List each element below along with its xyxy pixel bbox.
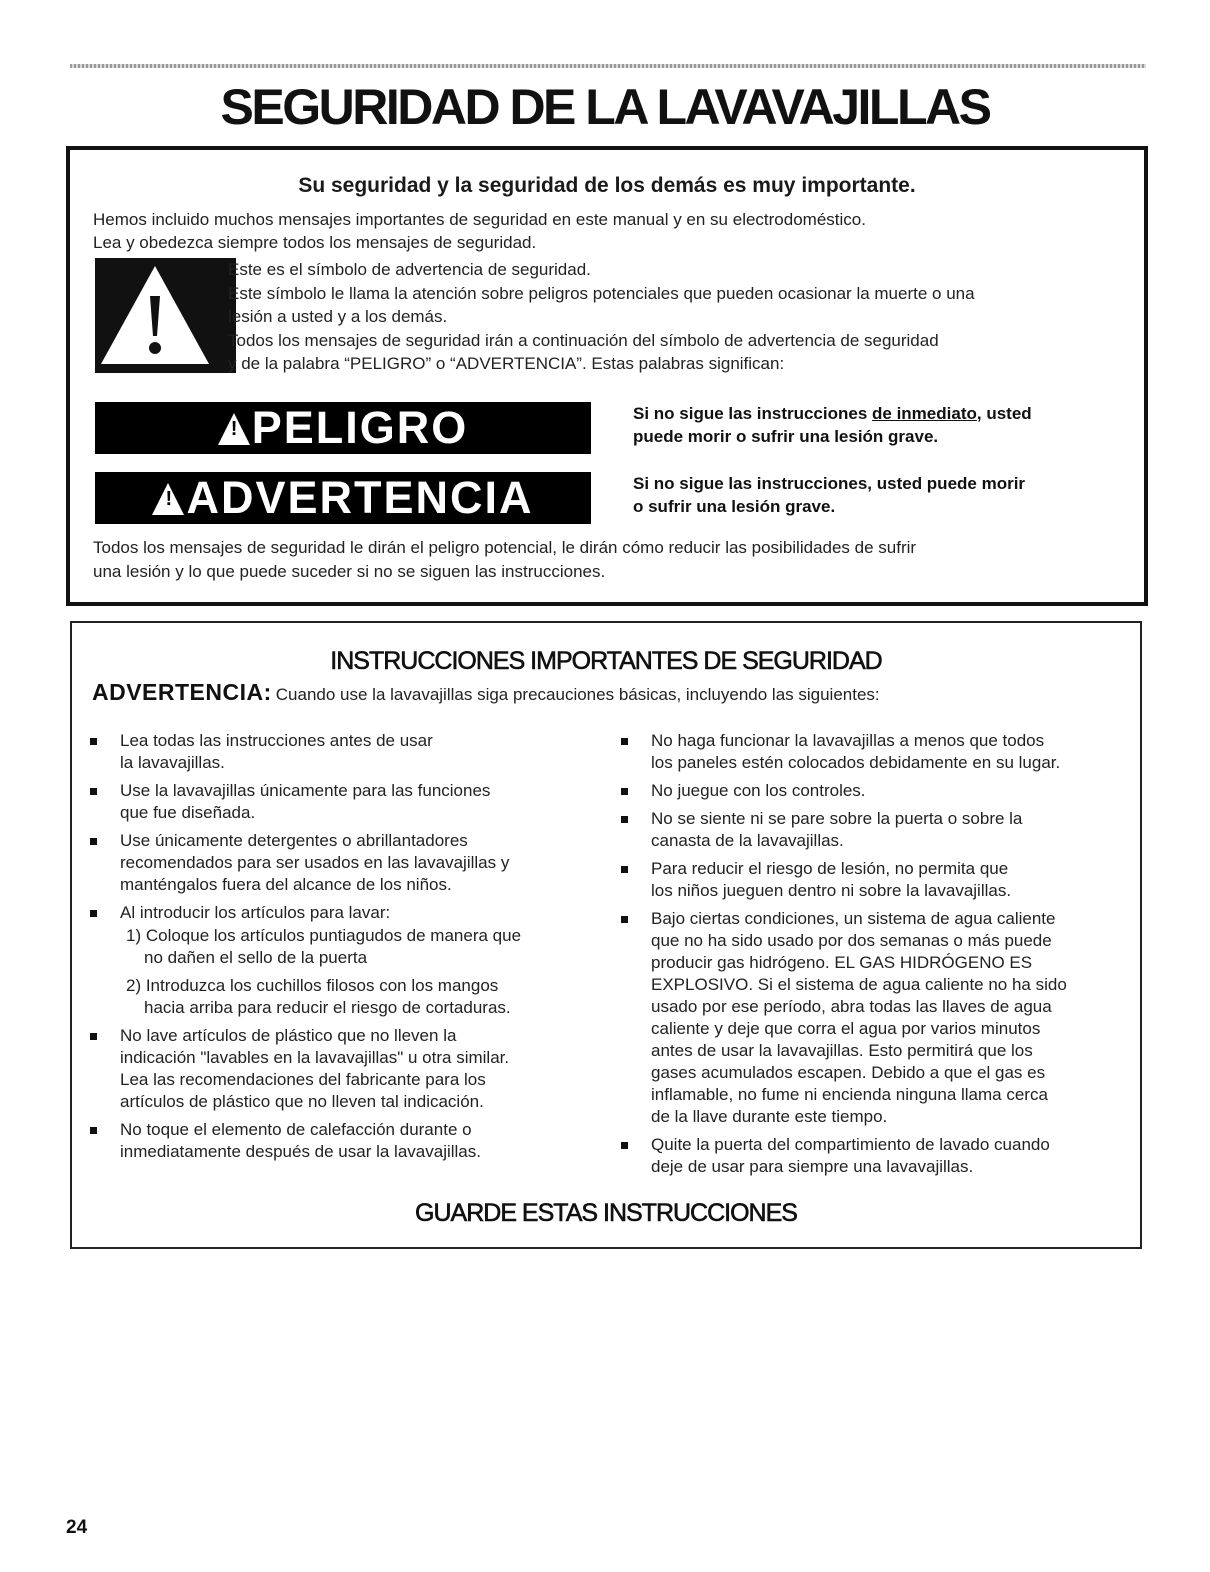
list-item-line: recomendados para ser usados en las lavavajillas y [120, 853, 510, 872]
list-item-line: usado por ese período, abra todas las llaves de agua [651, 997, 1052, 1016]
bullet-icon [621, 916, 628, 923]
list-item-line: Use únicamente detergentes o abrillantadores [120, 831, 468, 850]
closing-line: Todos los mensajes de seguridad le dirán el peligro potencial, le dirán cómo reducir las posibilidades de sufrir [93, 538, 917, 557]
sub-item-line: 2) Introduzca los cuchillos filosos con los mangos [126, 976, 499, 995]
list-item [621, 730, 1131, 774]
list-item-line: producir gas hidrógeno. EL GAS HIDRÓGENO ES [651, 953, 1033, 972]
list-item-line: que fue diseñada. [120, 803, 256, 822]
list-item [621, 908, 1131, 1128]
list-item-line: artículos de plástico que no lleven tal indicación. [120, 1092, 484, 1111]
list-item [90, 730, 580, 774]
advertencia-description [633, 472, 1133, 518]
instructions-heading: INSTRUCCIONES IMPORTANTES DE SEGURIDAD [330, 647, 882, 675]
list-item-line: No haga funcionar la lavavajillas a menos que todos [651, 731, 1045, 750]
warning-line [92, 679, 880, 706]
sub-item-line: no dañen el sello de la puerta [144, 948, 368, 967]
list-item-line: inflamable, no fume ni encienda ninguna llama cerca [651, 1085, 1048, 1104]
desc-text: Si no sigue las instrucciones, usted puede morir [633, 474, 1026, 493]
list-item-line: No lave artículos de plástico que no lleven la [120, 1026, 457, 1045]
desc-underlined: de inmediato [872, 404, 977, 423]
list-item [90, 1119, 580, 1163]
list-item-line: inmediatamente después de usar la lavavajillas. [120, 1142, 481, 1161]
bullet-icon [621, 1142, 628, 1149]
desc-text: o sufrir una lesión grave. [633, 497, 836, 516]
bullet-icon [621, 866, 628, 873]
list-item-line: indicación "lavables en la lavavajillas" u otra similar. [120, 1048, 510, 1067]
bullet-icon [90, 1033, 97, 1040]
sub-item [120, 975, 580, 1019]
warning-text: Cuando use la lavavajillas siga precauciones básicas, incluyendo las siguientes: [275, 685, 880, 704]
list-item-line: los niños jueguen dentro ni sobre la lavavajillas. [651, 881, 1012, 900]
list-item-line: antes de usar la lavavajillas. Esto permitirá que los [651, 1041, 1033, 1060]
list-item [621, 1134, 1131, 1178]
list-item-line: caliente y deje que corra el agua por varios minutos [651, 1019, 1041, 1038]
bullet-icon [621, 738, 628, 745]
list-item-line: deje de usar para siempre una lavavajillas. [651, 1157, 974, 1176]
list-item-line: No se siente ni se pare sobre la puerta o sobre la [651, 809, 1023, 828]
intro-line: Lea y obedezca siempre todos los mensajes de seguridad. [93, 233, 537, 252]
intro-line: Hemos incluido muchos mensajes importantes de seguridad en este manual y en su electrodoméstico. [93, 210, 866, 229]
warning-triangle-icon [152, 483, 184, 515]
top-rule [70, 64, 1146, 68]
bullet-icon [90, 738, 97, 745]
list-item [90, 1025, 580, 1113]
list-item [621, 780, 1131, 802]
list-item-line: No juegue con los controles. [651, 781, 866, 800]
list-item-line: que no ha sido usado por dos semanas o más puede [651, 931, 1052, 950]
desc-text: puede morir o sufrir una lesión grave. [633, 427, 939, 446]
list-item-line: Quite la puerta del compartimiento de lavado cuando [651, 1135, 1050, 1154]
list-item-line: No toque el elemento de calefacción durante o [120, 1120, 472, 1139]
list-item-line: Lea las recomendaciones del fabricante para los [120, 1070, 486, 1089]
page-title: SEGURIDAD DE LA LAVAVAJILLAS [220, 79, 990, 135]
list-item-line: Para reducir el riesgo de lesión, no permita que [651, 859, 1009, 878]
peligro-signal-panel [95, 402, 591, 454]
right-instruction-list [621, 730, 1131, 1184]
save-instructions-footer: GUARDE ESTAS INSTRUCCIONES [415, 1199, 797, 1227]
safety-message-box [66, 146, 1148, 606]
safety-subheading: Su seguridad y la seguridad de los demás es muy importante. [298, 174, 916, 197]
symbol-line: Todos los mensajes de seguridad irán a continuación del símbolo de advertencia de seguridad [228, 330, 939, 350]
list-item-line: Al introducir los artículos para lavar: [120, 903, 391, 922]
desc-text: Si no sigue las instrucciones [633, 404, 873, 423]
list-item-line: los paneles estén colocados debidamente en su lugar. [651, 753, 1061, 772]
list-item-line: Use la lavavajillas únicamente para las funciones [120, 781, 491, 800]
sub-item-line: hacia arriba para reducir el riesgo de cortaduras. [144, 998, 511, 1017]
list-item-line: canasta de la lavavajillas. [651, 831, 844, 850]
safety-alert-symbol-icon [95, 258, 236, 373]
important-instructions-box [70, 621, 1142, 1249]
list-item-line: gases acumulados escapen. Debido a que el gas es [651, 1063, 1046, 1082]
list-item [90, 780, 580, 824]
list-item-line: Bajo ciertas condiciones, un sistema de agua caliente [651, 909, 1056, 928]
signal-word-advertencia: ADVERTENCIA [186, 472, 534, 523]
list-item-line: de la llave durante este tiempo. [651, 1107, 888, 1126]
symbol-explanation [228, 258, 1128, 376]
symbol-line: lesión a usted y a los demás. [228, 307, 448, 326]
page-number: 24 [66, 1517, 88, 1538]
warning-label: ADVERTENCIA: [92, 679, 272, 705]
bullet-icon [90, 910, 97, 917]
symbol-line: Este símbolo le llama la atención sobre peligros potenciales que pueden ocasionar la muerte o una [228, 283, 975, 303]
bullet-icon [621, 788, 628, 795]
safety-closing-text [93, 536, 1113, 584]
sub-item [120, 925, 580, 969]
sub-item-line: 1) Coloque los artículos puntiagudos de manera que [126, 926, 522, 945]
left-instruction-list [90, 730, 580, 1169]
list-item-line: Lea todas las instrucciones antes de usar [120, 731, 433, 750]
list-item [90, 830, 580, 896]
peligro-description [633, 402, 1133, 448]
list-item [621, 858, 1131, 902]
warning-triangle-icon [218, 413, 250, 445]
desc-text: , usted [976, 404, 1032, 423]
symbol-line: y de la palabra “PELIGRO” o “ADVERTENCIA”. Estas palabras significan: [228, 354, 785, 373]
list-item [90, 902, 580, 1019]
list-item [621, 808, 1131, 852]
bullet-icon [90, 838, 97, 845]
symbol-line: Este es el símbolo de advertencia de seguridad. [228, 260, 591, 279]
bullet-icon [90, 1127, 97, 1134]
list-item-line: la lavavajillas. [120, 753, 225, 772]
signal-word-peligro: PELIGRO [251, 402, 469, 453]
advertencia-signal-panel [95, 472, 591, 524]
bullet-icon [90, 788, 97, 795]
list-item-line: manténgalos fuera del alcance de los niños. [120, 875, 452, 894]
list-item-line: EXPLOSIVO. Si el sistema de agua caliente no ha sido [651, 975, 1067, 994]
closing-line: una lesión y lo que puede suceder si no se siguen las instrucciones. [93, 562, 606, 581]
bullet-icon [621, 816, 628, 823]
safety-intro [93, 208, 866, 254]
